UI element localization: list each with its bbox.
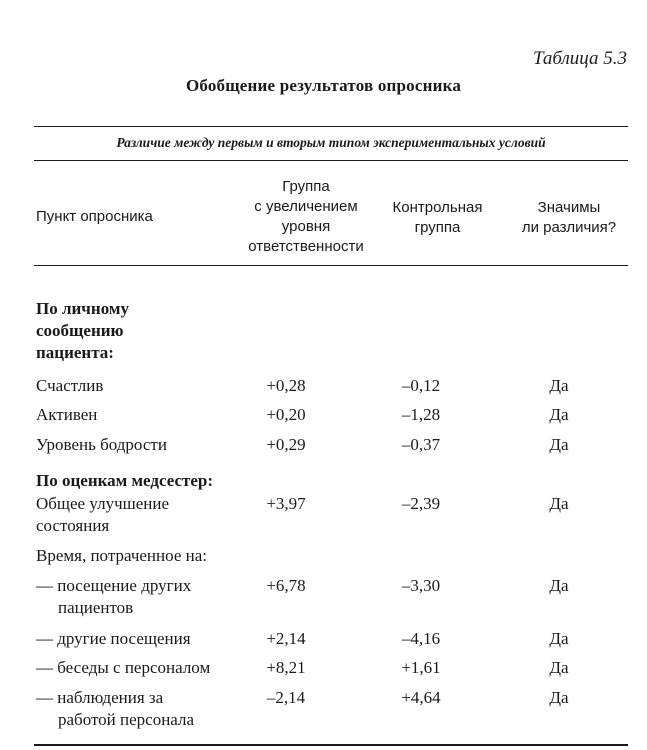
row-label: Счастлив	[36, 376, 104, 395]
table-title: Обобщение результатов опросника	[185, 76, 462, 95]
column-header-significant: Значимы ли различия?	[521, 199, 617, 236]
value-significant: Да	[549, 376, 569, 395]
value-control: –0,37	[401, 435, 441, 454]
condition-header: Различие между первым и вторым типом экспериментальных условий	[116, 135, 546, 150]
value-group: –2,14	[266, 688, 306, 707]
row-label: — посещение других пациентов	[36, 576, 192, 617]
value-significant: Да	[549, 688, 569, 707]
top-rule	[34, 126, 628, 127]
value-control: –0,12	[401, 376, 441, 395]
row-label: Уровень бодрости	[36, 435, 167, 454]
value-control: –2,39	[401, 494, 441, 513]
row-label: По оценкам медсестер:	[36, 471, 214, 490]
bottom-rule	[34, 744, 628, 746]
row-label: — другие посещения	[36, 629, 191, 648]
value-control: –4,16	[401, 629, 441, 648]
row-label: Активен	[36, 405, 98, 424]
value-control: –3,30	[401, 576, 441, 595]
value-control: +1,61	[401, 658, 441, 677]
value-group: +0,20	[266, 405, 306, 424]
value-group: +0,29	[266, 435, 306, 454]
value-significant: Да	[549, 494, 569, 513]
value-group: +3,97	[266, 494, 306, 513]
value-significant: Да	[549, 435, 569, 454]
value-group: +6,78	[266, 576, 306, 595]
row-label: По личному сообщению пациента:	[36, 299, 129, 362]
value-control: +4,64	[401, 688, 441, 707]
row-label: Общее улучшение состояния	[36, 494, 170, 535]
value-group: +2,14	[266, 629, 306, 648]
column-header-control: Контрольная группа	[392, 199, 483, 236]
value-control: –1,28	[401, 405, 441, 424]
table-number: Таблица 5.3	[533, 48, 627, 69]
row-label: Время, потраченное на:	[36, 546, 207, 565]
condition-rule	[34, 160, 628, 161]
header-rule	[34, 265, 628, 266]
value-group: +8,21	[266, 658, 306, 677]
column-header-group: Группа с увеличением уровня ответственности	[248, 178, 364, 255]
column-header-item: Пункт опросника	[36, 208, 153, 225]
row-label: — беседы с персоналом	[36, 658, 211, 677]
value-significant: Да	[549, 576, 569, 595]
value-significant: Да	[549, 658, 569, 677]
value-group: +0,28	[266, 376, 306, 395]
value-significant: Да	[549, 405, 569, 424]
row-label: — наблюдения за работой персонала	[36, 688, 195, 729]
value-significant: Да	[549, 629, 569, 648]
